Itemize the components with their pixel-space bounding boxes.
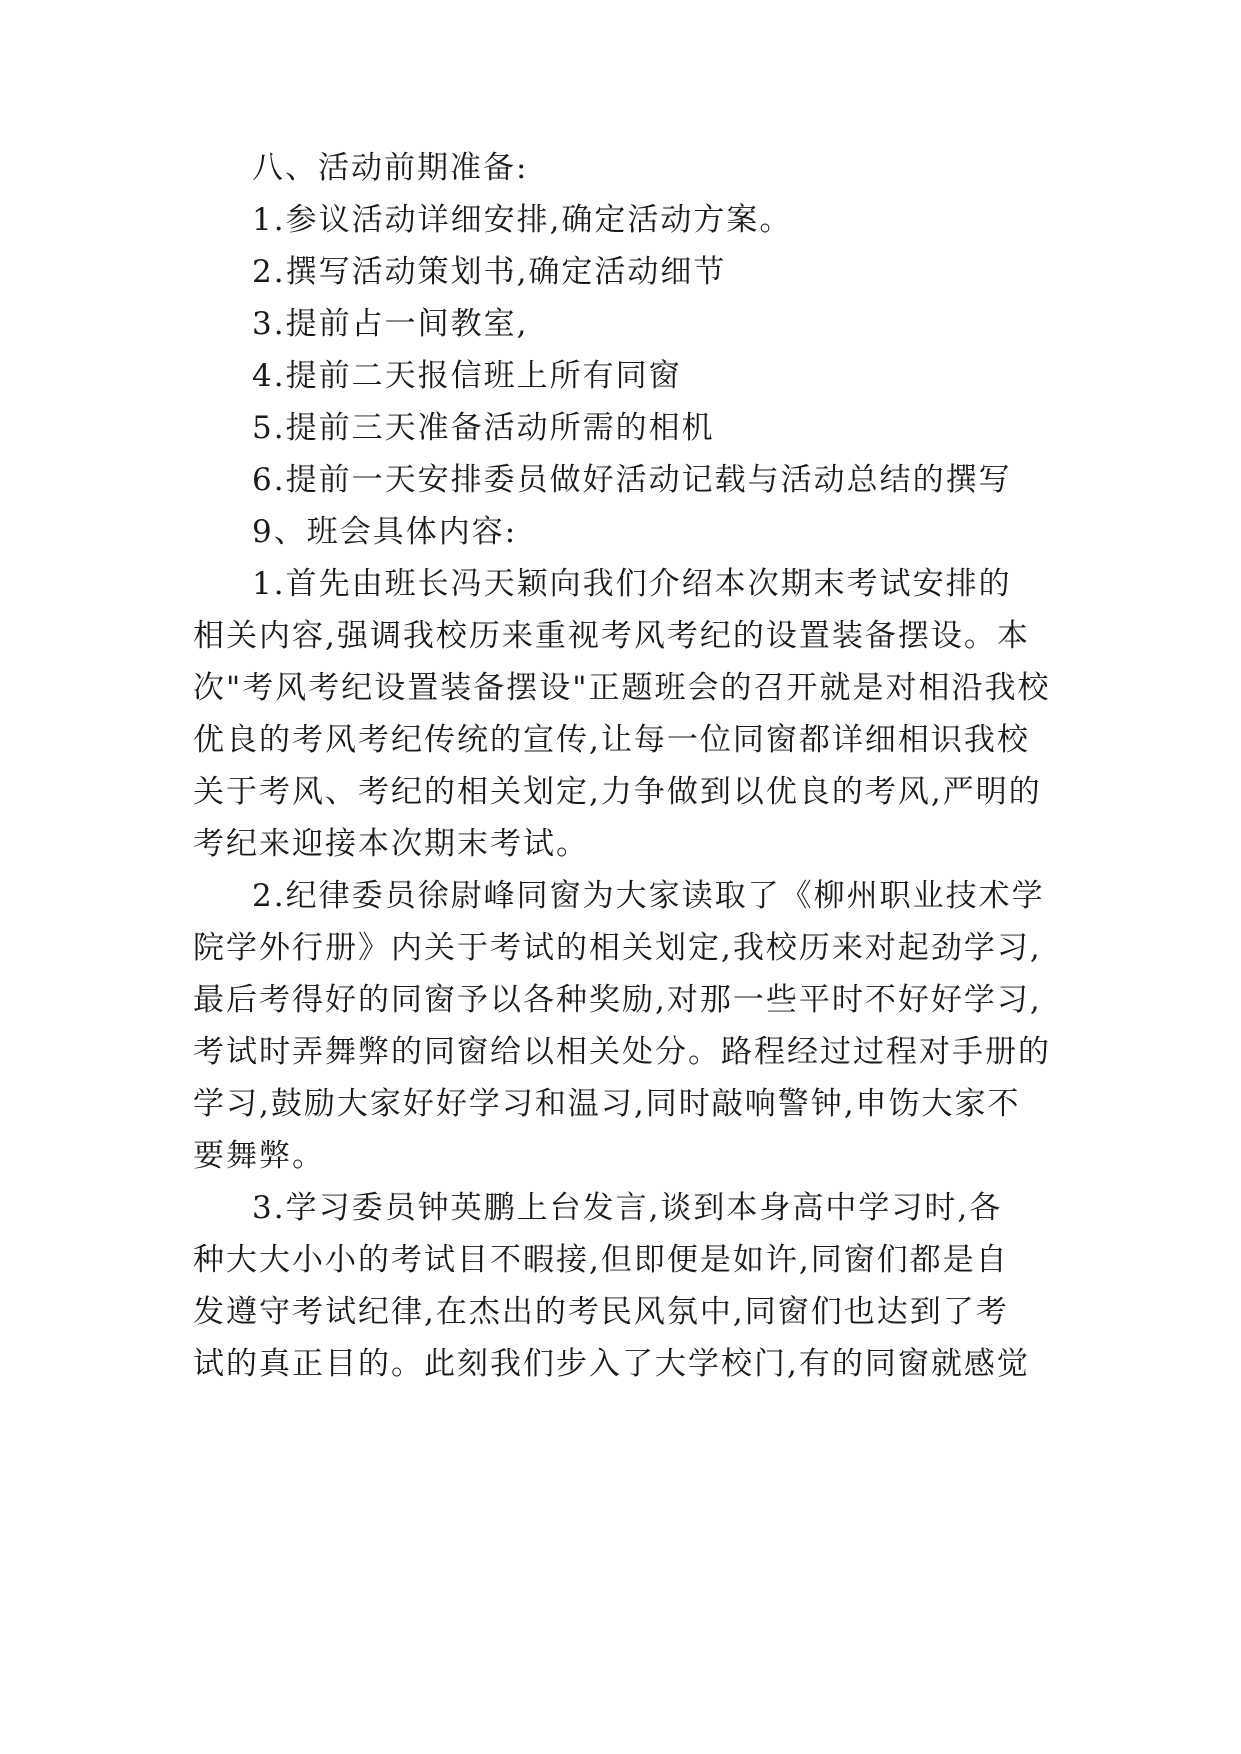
paragraph-3-line: 发遵守考试纪律,在杰出的考民风氛中,同窗们也达到了考 (193, 1294, 1009, 1330)
section-heading-preparation: 八、活动前期准备: (252, 150, 529, 186)
prep-item-3: 3.提前占一间教室, (252, 306, 529, 342)
paragraph-1-line: 关于考风、考纪的相关划定,力争做到以优良的考风,严明的 (193, 774, 1042, 810)
paragraph-1-line: 1.首先由班长冯天颖向我们介绍本次期末考试安排的 (252, 566, 1012, 602)
paragraph-2-line: 最后考得好的同窗予以各种奖励,对那一些平时不好好学习, (193, 982, 1042, 1018)
paragraph-2-line: 院学外行册》内关于考试的相关划定,我校历来对起劲学习, (193, 930, 1042, 966)
paragraph-1-line: 相关内容,强调我校历来重视考风考纪的设置装备摆设。本 (193, 618, 1030, 654)
paragraph-1-line: 考纪来迎接本次期末考试。 (193, 826, 589, 862)
paragraph-2-line: 学习,鼓励大家好好学习和温习,同时敲响警钟,申饬大家不 (193, 1086, 1021, 1122)
paragraph-1-line: 优良的考风考纪传统的宣传,让每一位同窗都详细相识我校 (193, 722, 1030, 758)
paragraph-1-line: 次"考风考纪设置装备摆设"正题班会的召开就是对相沿我校 (193, 670, 1051, 706)
section-heading-content: 9、班会具体内容: (252, 514, 518, 550)
paragraph-3-line: 试的真正目的。此刻我们步入了大学校门,有的同窗就感觉 (193, 1346, 1030, 1382)
paragraph-2-line: 要舞弊。 (193, 1138, 325, 1174)
paragraph-3-line: 3.学习委员钟英鹏上台发言,谈到本身高中学习时,各 (252, 1190, 1003, 1226)
prep-item-4: 4.提前二天报信班上所有同窗 (252, 358, 682, 394)
prep-item-2: 2.撰写活动策划书,确定活动细节 (252, 254, 727, 290)
paragraph-2-line: 考试时弄舞弊的同窗给以相关处分。路程经过过程对手册的 (193, 1034, 1051, 1070)
paragraph-2-line: 2.纪律委员徐尉峰同窗为大家读取了《柳州职业技术学 (252, 878, 1045, 914)
prep-item-1: 1.参议活动详细安排,确定活动方案。 (252, 202, 793, 238)
paragraph-3-line: 种大大小小的考试目不暇接,但即便是如许,同窗们都是自 (193, 1242, 1009, 1278)
prep-item-5: 5.提前三天准备活动所需的相机 (252, 410, 715, 446)
prep-item-6: 6.提前一天安排委员做好活动记载与活动总结的撰写 (252, 462, 1012, 498)
